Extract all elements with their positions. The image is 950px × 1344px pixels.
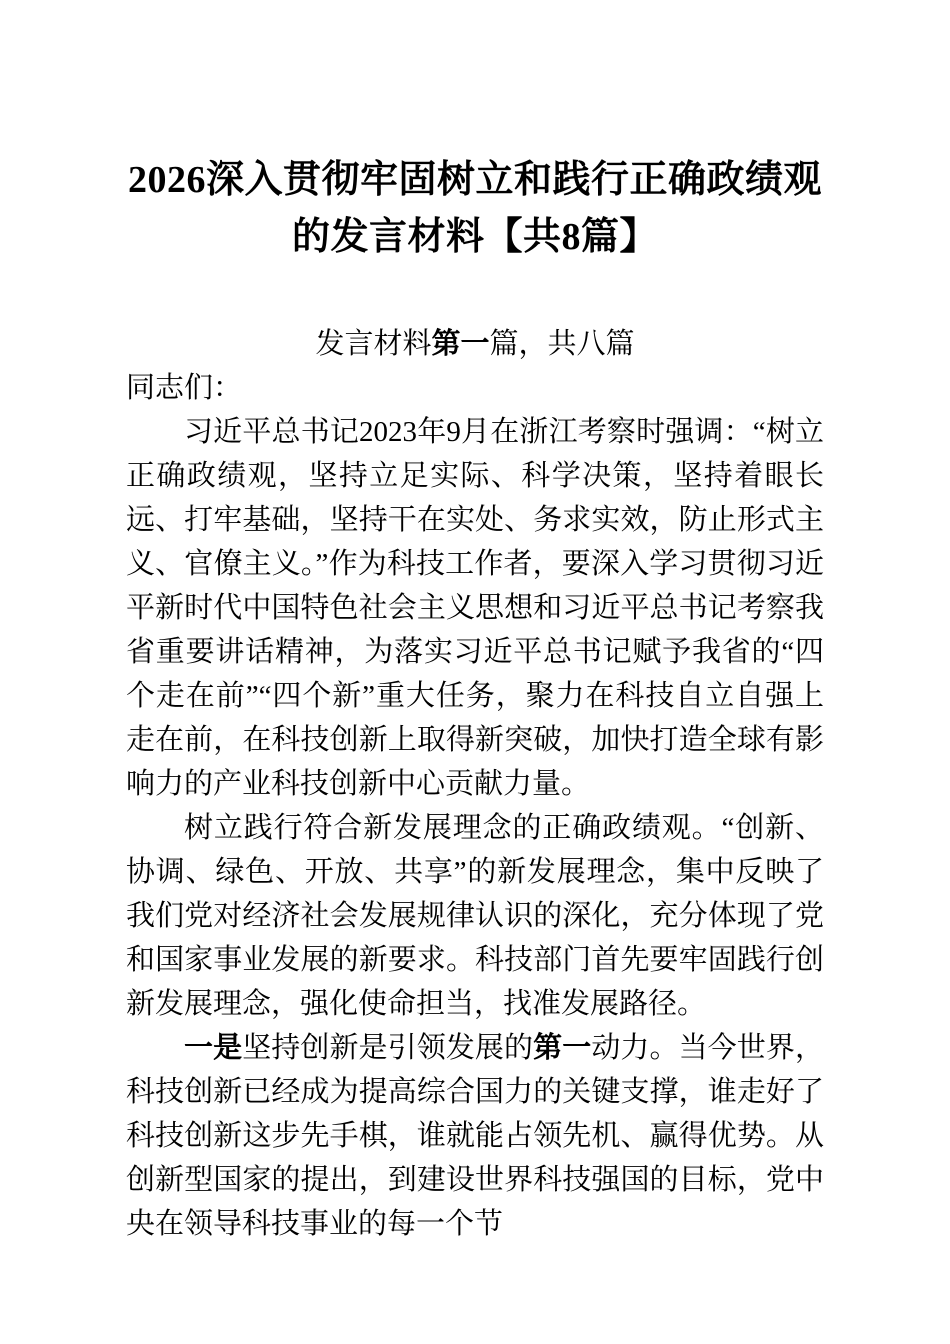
text-run: 树立践行符合新发展理念的正确政绩观。“创新、协调、绿色、开放、共享”的新发展理念，集中反映了我们党对经济社会发展规律认识的深化，充分体现了党和国家事业发展的新要求。科技部门首先要牢固践行创新发展理念，强化使命担当，找准发展路径。 <box>126 812 824 1020</box>
paragraph-quote <box>126 410 824 806</box>
text-run-bold: 第一 <box>533 1032 592 1064</box>
text-run: 习近平总书记2023年9月在浙江考察时强调：“树立正确政绩观，坚持立足实际、科学决策，坚持着眼长远、打牢基础，坚持干在实处、务求实效，防止形式主义、官僚主义。”作为科技工作者，要深入学习贯彻习近平新时代中国特色社会主义思想和习近平总书记考察我省重要讲话精神，为落实习近平总书记赋予我省的“四个走在前”“四个新”重大任务，聚力在科技自立自强上走在前，在科技创新上取得新突破，加快打造全球有影响力的产业科技创新中心贡献力量。 <box>126 416 824 800</box>
text-run-bold: 一是 <box>184 1032 243 1064</box>
subtitle-run: 发言材料 <box>315 328 432 360</box>
document-title: 2026深入贯彻牢固树立和践行正确政绩观的发言材料【共8篇】 <box>127 159 822 258</box>
paragraph-new-development-concept <box>126 806 824 1026</box>
subtitle-run-bold: 第一 <box>431 328 490 360</box>
text-run: 动力。当今世界，科技创新已经成为提高综合国力的关键支撑，谁走好了科技创新这步先手棋，谁就能占领先机、赢得优势。从创新型国家的提出，到建设世界科技强国的目标，党中央在领导科技事业的每一个节 <box>126 1032 824 1240</box>
salutation: 同志们： <box>126 372 243 404</box>
document-subtitle <box>126 322 824 366</box>
text-run: 坚持创新是引领发展的 <box>242 1032 534 1064</box>
subtitle-run: 篇，共八篇 <box>489 328 635 360</box>
paragraph-point-one <box>126 1026 824 1246</box>
